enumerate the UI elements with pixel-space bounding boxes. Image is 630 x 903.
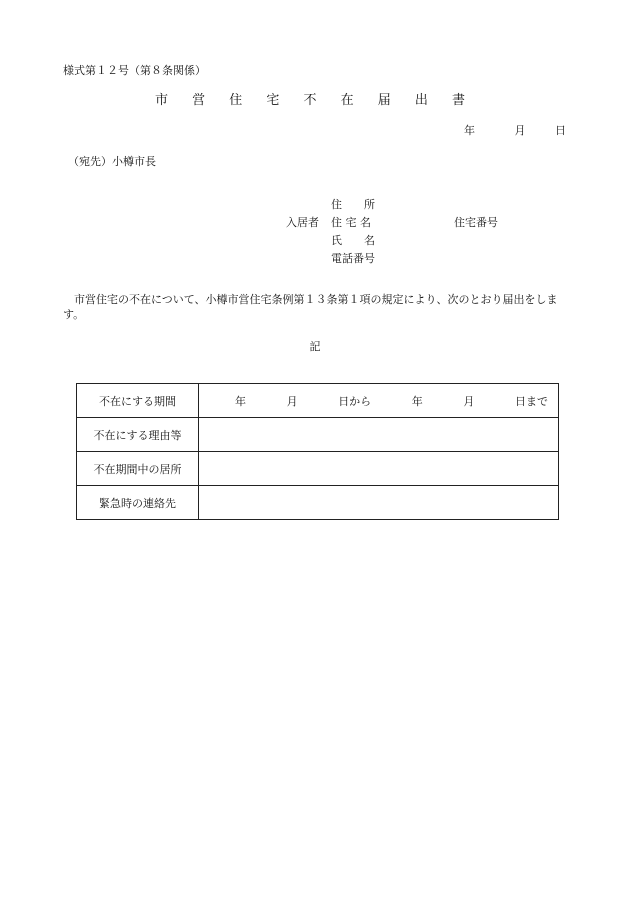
period-month-until: 月	[463, 394, 475, 408]
housing-number-label: 住宅番号	[454, 216, 498, 229]
period-line	[199, 393, 558, 409]
ki-marker: 記	[309, 340, 321, 353]
date-month-field[interactable]: 月	[514, 124, 526, 137]
table-row	[77, 384, 559, 418]
name-label: 氏 名	[331, 234, 375, 247]
period-year-until: 年	[411, 394, 423, 408]
absence-period-field[interactable]	[199, 384, 559, 418]
absence-residence-label: 不在期間中の居所	[77, 452, 199, 486]
address-label: 住 所	[331, 198, 375, 211]
period-year-from: 年	[235, 394, 246, 408]
emergency-contact-label: 緊急時の連絡先	[77, 486, 199, 520]
emergency-contact-field[interactable]	[199, 486, 559, 520]
body-paragraph: 市営住宅の不在について、小樽市営住宅条例第１３条第１項の規定により、次のとおり届出をします。	[63, 293, 558, 321]
absence-period-label: 不在にする期間	[77, 384, 199, 418]
phone-label: 電話番号	[331, 252, 375, 265]
table-row	[77, 452, 559, 486]
absence-reason-field[interactable]	[199, 418, 559, 452]
document-title: 市 営 住 宅 不 在 届 出 書	[154, 93, 476, 108]
period-month-from: 月	[286, 394, 298, 408]
absence-reason-label: 不在にする理由等	[77, 418, 199, 452]
form-number-label: 様式第１２号（第８条関係）	[63, 64, 206, 77]
date-day-field[interactable]: 日	[555, 124, 566, 137]
housing-name-label: 住 宅 名	[331, 216, 371, 229]
table-row	[77, 418, 559, 452]
addressee: （宛先）小樽市長	[68, 155, 156, 168]
date-line	[464, 124, 566, 138]
applicant-group-label: 入居者	[286, 216, 319, 229]
period-day-until: 日まで	[514, 394, 548, 408]
details-table	[76, 383, 559, 520]
period-day-from: 日から	[338, 394, 372, 408]
absence-residence-field[interactable]	[199, 452, 559, 486]
table-row	[77, 486, 559, 520]
date-year-field[interactable]: 年	[464, 124, 475, 137]
